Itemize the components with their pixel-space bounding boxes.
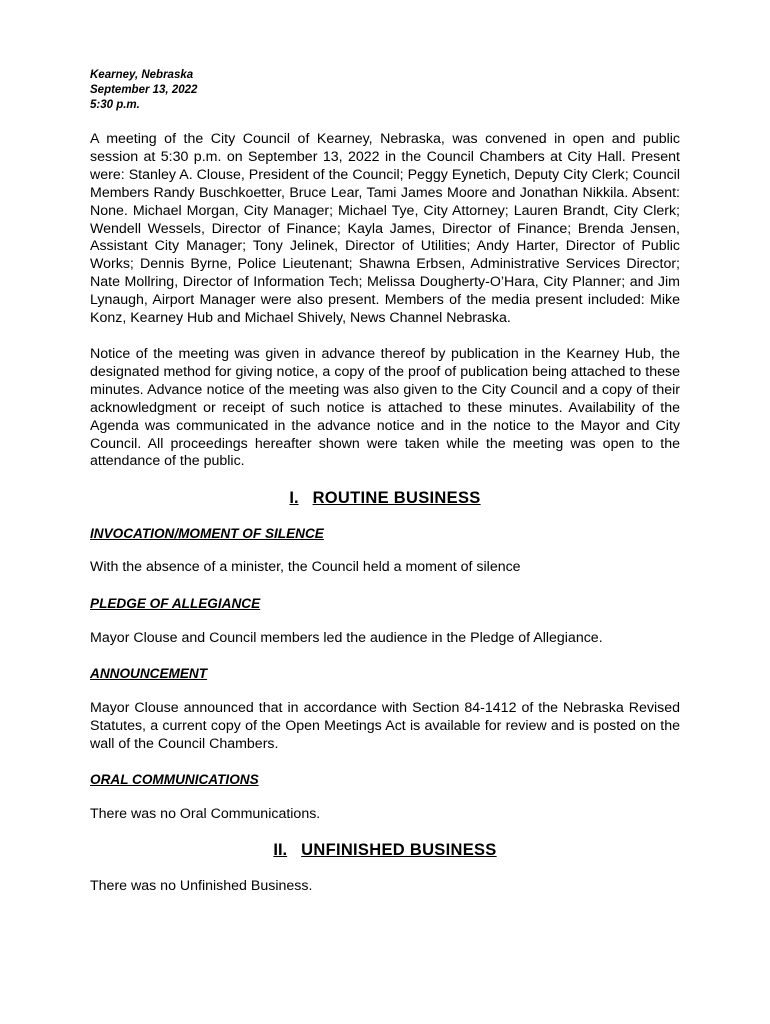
- section-title: ROUTINE BUSINESS: [312, 489, 481, 508]
- notice-paragraph: Notice of the meeting was given in advance thereof by publication in the Kearney Hub, the designated method for giving notice, a copy of the proof of publication being attached to these minutes. Advance notice of the meeting was also given to the City Council and a copy of their acknowledgment or receipt of such notice is attached to these minutes. Availability of the Agenda was communicated in the advance notice and in the notice to the Mayor and City Council. All proceedings hereafter shown were taken while the meeting was open to the attendance of the public.: [90, 345, 680, 470]
- subheading-pledge: PLEDGE OF ALLEGIANCE: [90, 596, 261, 612]
- section-number: I.: [289, 489, 299, 508]
- section-heading-routine-business: [90, 488, 680, 508]
- section-title: UNFINISHED BUSINESS: [301, 840, 497, 859]
- pledge-text: Mayor Clouse and Council members led the audience in the Pledge of Allegiance.: [90, 630, 603, 647]
- attendance-paragraph: A meeting of the City Council of Kearney, Nebraska, was convened in open and public session at 5:30 p.m. on September 13, 2022 in the Council Chambers at City Hall. Present were: Stanley A. Clouse, President of the Council; Peggy Eynetich, Deputy City Clerk; Council Members Randy Buschkoetter, Bruce Lear, Tami James Moore and Jonathan Nikkila. Absent: None. Michael Morgan, City Manager; Michael Tye, City Attorney; Lauren Brandt, City Clerk; Wendell Wessels, Director of Finance; Kayla James, Director of Finance; Brenda Jensen, Assistant City Manager; Tony Jelinek, Director of Utilities; Andy Harter, Director of Public Works; Dennis Byrne, Police Lieutenant; Shawna Erbsen, Administrative Services Director; Nate Mollring, Director of Information Tech; Melissa Dougherty-O’Hara, City Planner; and Jim Lynaugh, Airport Manager were also present. Members of the media present included: Mike Konz, Kearney Hub and Michael Shively, News Channel Nebraska.: [90, 131, 680, 327]
- header-date: September 13, 2022: [90, 84, 198, 96]
- oral-communications-text: There was no Oral Communications.: [90, 805, 321, 822]
- subheading-invocation: INVOCATION/MOMENT OF SILENCE: [90, 526, 324, 542]
- header-time: 5:30 p.m.: [90, 99, 140, 111]
- section-number: II.: [273, 840, 288, 859]
- section-heading-unfinished-business: [90, 840, 680, 860]
- header-location: Kearney, Nebraska: [90, 69, 194, 81]
- subheading-announcement: ANNOUNCEMENT: [90, 666, 208, 682]
- minutes-content: [90, 68, 680, 896]
- subheading-oral-communications: ORAL COMMUNICATIONS: [90, 771, 259, 787]
- invocation-text: With the absence of a minister, the Council held a moment of silence: [90, 559, 521, 576]
- announcement-text: Mayor Clouse announced that in accordance with Section 84-1412 of the Nebraska Revised Statutes, a current copy of the Open Meetings Act is available for review and is posted on the wall of the Council Chambers.: [90, 700, 680, 752]
- meeting-header: [90, 68, 680, 113]
- unfinished-business-text: There was no Unfinished Business.: [90, 877, 313, 894]
